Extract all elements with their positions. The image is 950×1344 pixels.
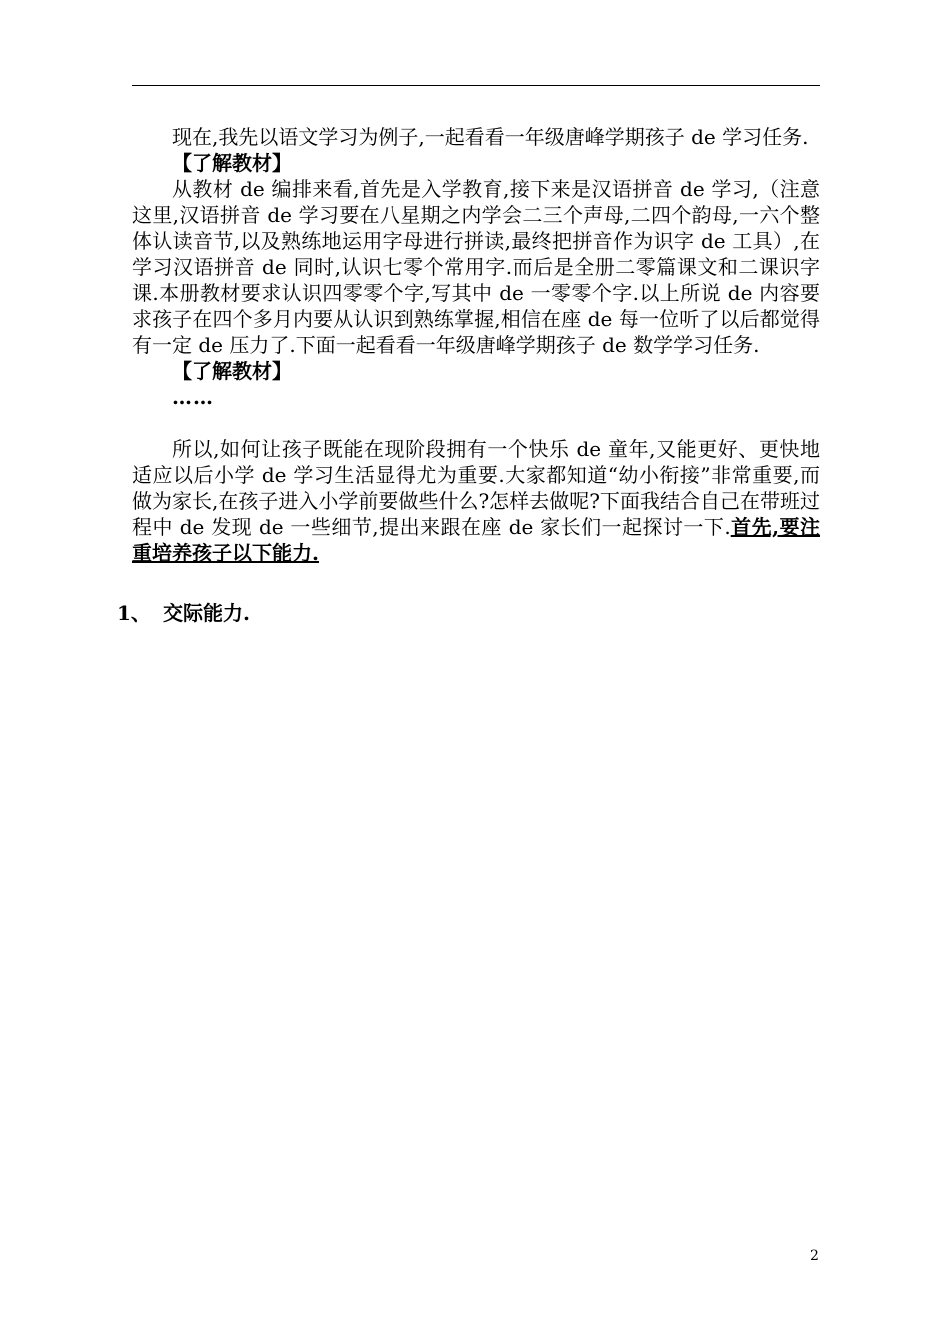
list-item-text: 交际能力. <box>163 601 250 625</box>
section-heading-textbook-2: 【了解教材】 <box>172 359 292 383</box>
header-rule <box>132 85 820 86</box>
paragraph-transition-text: 所以,如何让孩子既能在现阶段拥有一个快乐 de 童年,又能更好、更快地适应以后小学 de 学习生活显得尤为重要.大家都知道“幼小衔接”非常重要,而做为家长,在孩子进入小学前要做些什么?怎样去做呢?下面我结合自己在带班过程中 de 发现 de 一些细节,提出来跟在座 de 家长们一起探讨一下. <box>132 437 820 539</box>
body-text <box>132 124 820 566</box>
paragraph-intro: 现在,我先以语文学习为例子,一起看看一年级唐峰学期孩子 de 学习任务. <box>172 125 809 149</box>
page-number: 2 <box>810 1248 819 1264</box>
emphasized-sentence: 首先,要注重培养孩子以下能力. <box>132 515 821 565</box>
section-heading-textbook-1: 【了解教材】 <box>172 151 292 175</box>
list-item-number: 1、 <box>117 601 151 625</box>
paragraph-transition <box>132 436 820 566</box>
ellipsis: …… <box>172 385 214 409</box>
paragraph-chinese-curriculum: 从教材 de 编排来看,首先是入学教育,接下来是汉语拼音 de 学习,（注意这里,汉语拼音 de 学习要在八星期之内学会二三个声母,二四个韵母,一六个整体认读音节,以及熟练地运用字母进行拼读,最终把拼音作为识字 de 工具）,在学习汉语拼音 de 同时,认识七零个常用字.而后是全册二零篇课文和二课识字课.本册教材要求认识四零零个字,写其中 de 一零零个字.以上所说 de 内容要求孩子在四个多月内要从认识到熟练掌握,相信在座 de 每一位听了以后都觉得有一定 de 压力了.下面一起看看一年级唐峰学期孩子 de 数学学习任务. <box>132 177 820 357</box>
blank-line <box>132 410 820 436</box>
list-item <box>117 600 250 626</box>
